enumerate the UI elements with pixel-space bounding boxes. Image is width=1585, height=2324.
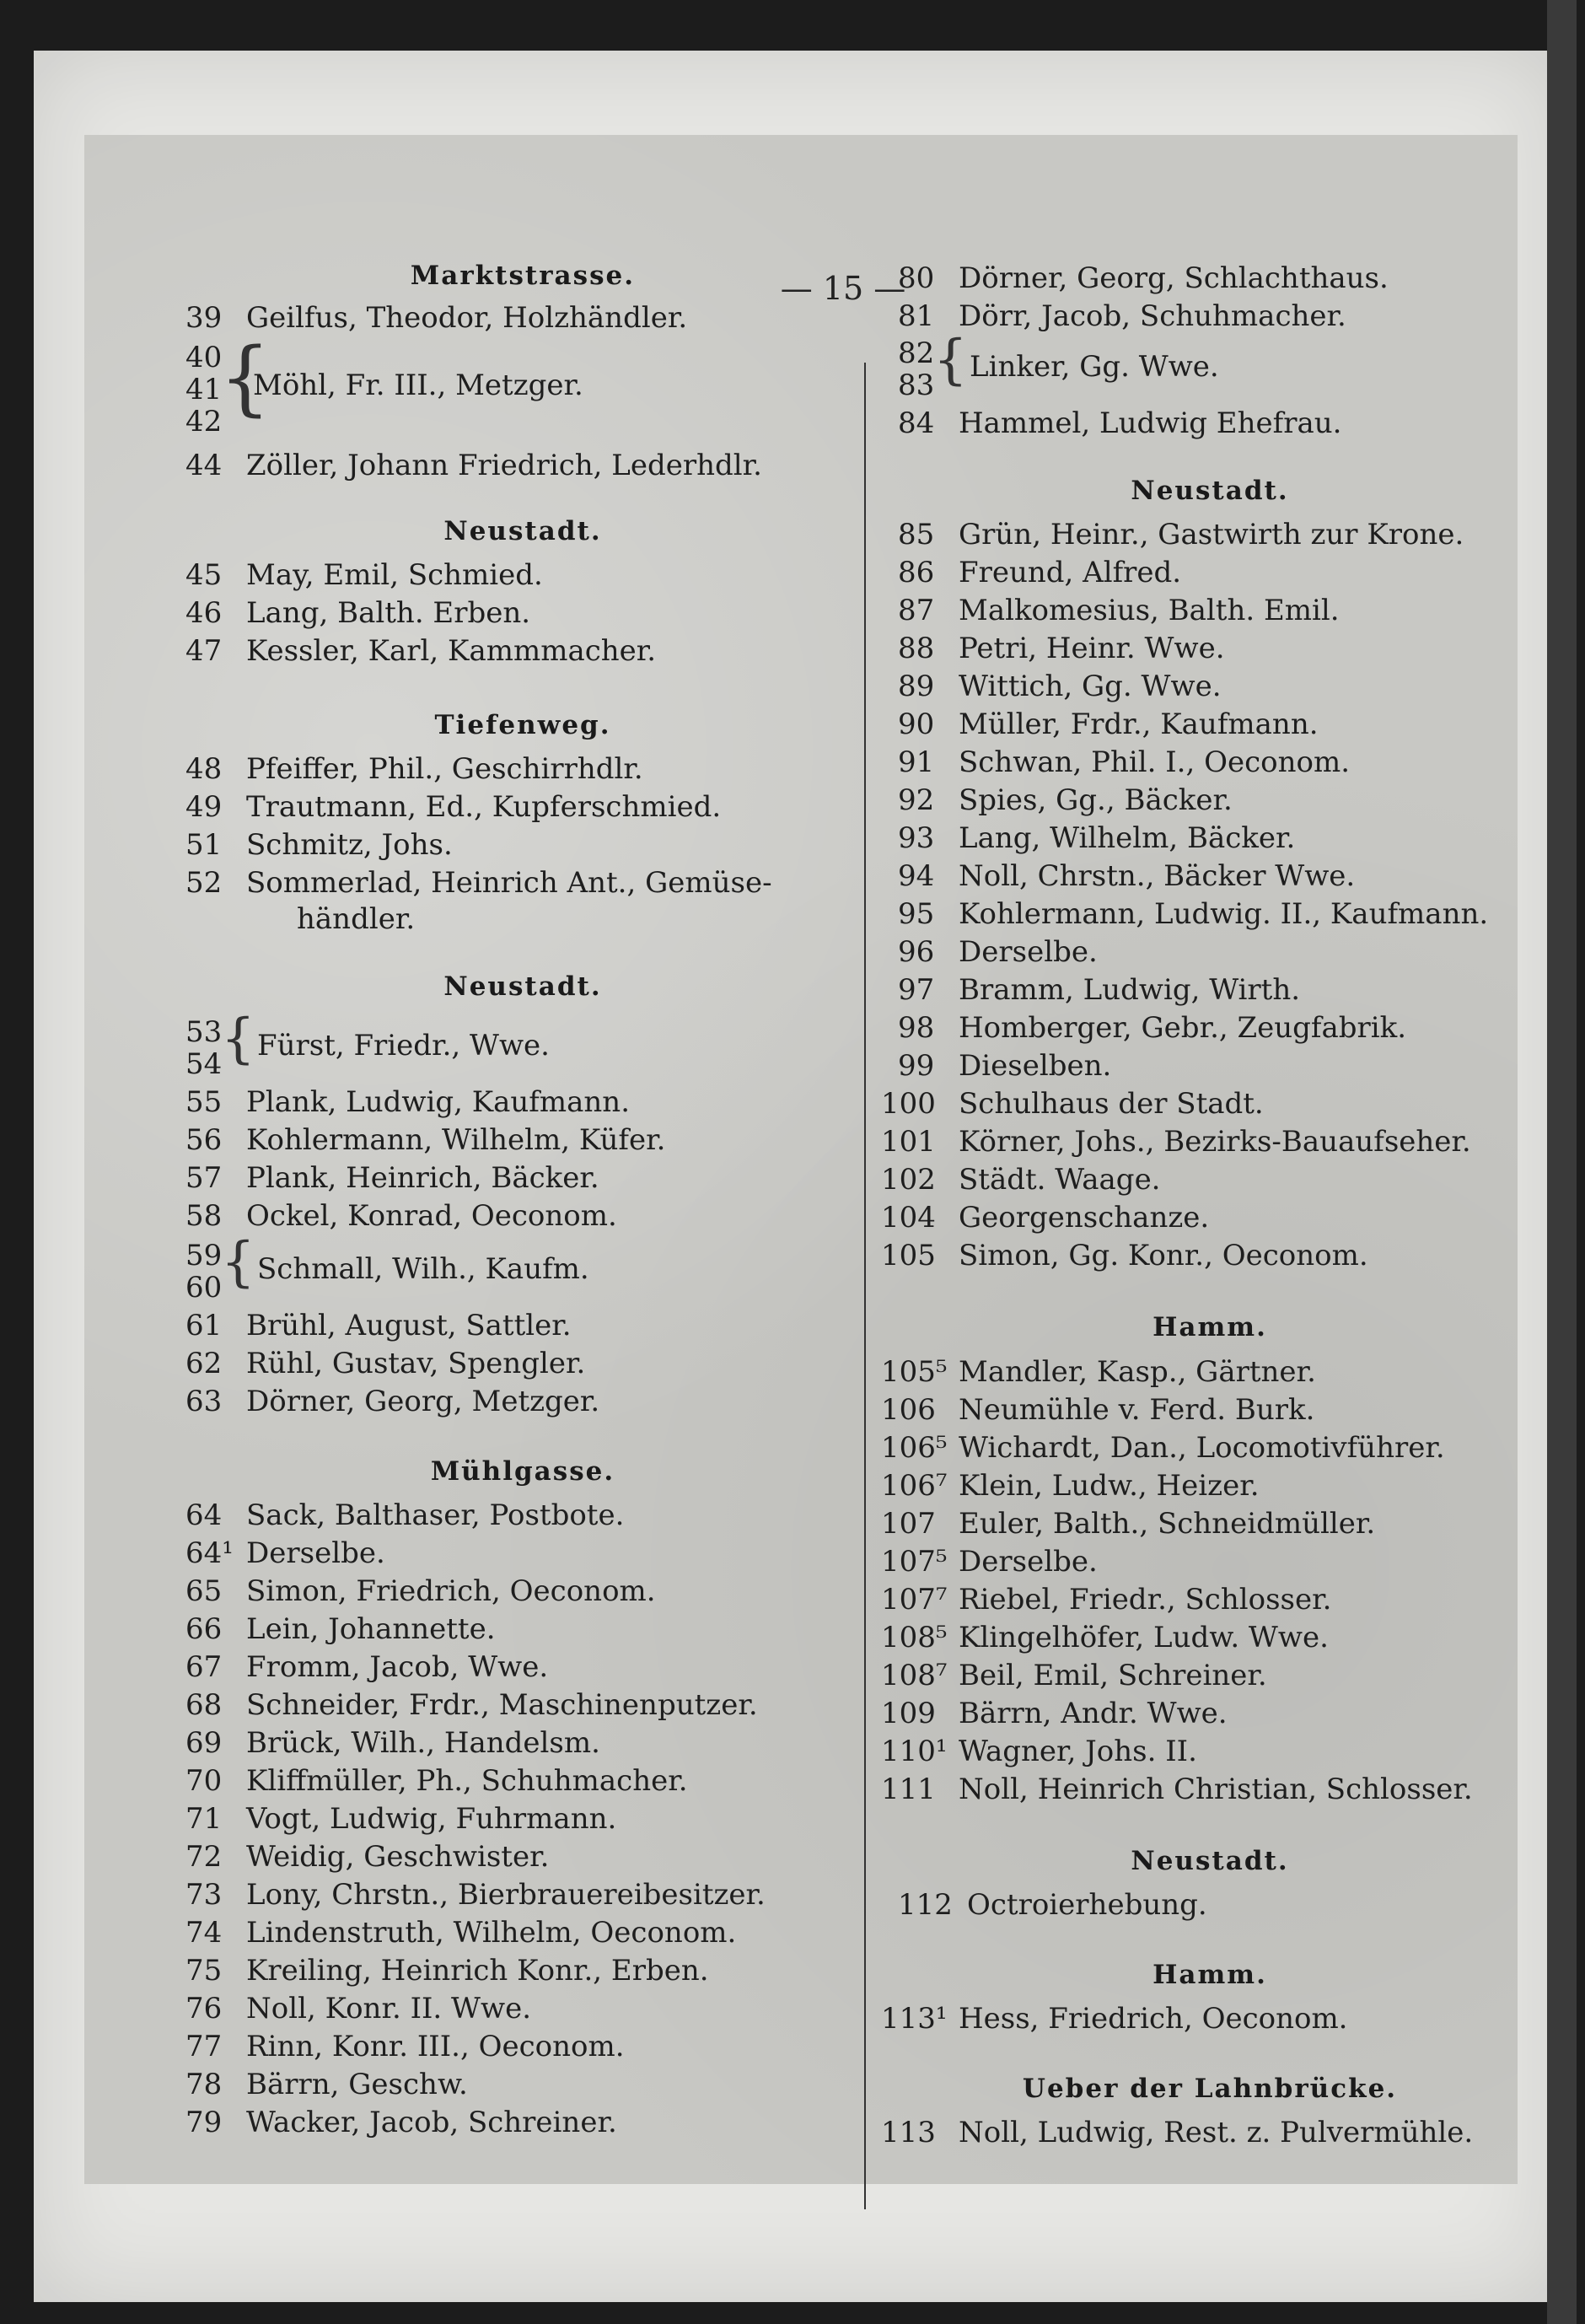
section-heading: Neustadt. xyxy=(443,516,602,546)
resident: Beil, Emil, Schreiner. xyxy=(959,1659,1267,1692)
list-item xyxy=(185,2104,617,2141)
house-number: 75 xyxy=(185,1954,223,1988)
resident: Hammel, Ludwig Ehefrau. xyxy=(959,406,1342,440)
house-number: 89 xyxy=(898,670,935,703)
resident: Körner, Johs., Bezirks-Bauaufseher. xyxy=(959,1125,1471,1159)
house-number: 108⁵ xyxy=(881,1621,948,1654)
resident: Wichardt, Dan., Locomotivführer. xyxy=(959,1431,1445,1465)
list-item xyxy=(898,782,1233,819)
list-item xyxy=(185,2066,468,2103)
resident: Rinn, Konr. III., Oeconom. xyxy=(246,2030,625,2063)
list-item xyxy=(185,1345,585,1382)
section-heading: Marktstrasse. xyxy=(410,261,636,291)
list-item xyxy=(898,706,1319,743)
resident: Dieselben. xyxy=(959,1049,1112,1083)
resident: Trautmann, Ed., Kupferschmied. xyxy=(246,790,722,824)
list-item xyxy=(185,1197,617,1235)
house-number: 47 xyxy=(185,634,223,668)
house-number: 97 xyxy=(898,973,935,1007)
list-item xyxy=(881,1581,1331,1618)
resident: Derselbe. xyxy=(246,1536,385,1570)
house-number: 70 xyxy=(185,1764,223,1798)
resident: Noll, Konr. II. Wwe. xyxy=(246,1992,532,2025)
list-item xyxy=(185,1800,616,1837)
resident: Weidig, Geschwister. xyxy=(246,1840,550,1874)
resident: Riebel, Friedr., Schlosser. xyxy=(959,1583,1332,1617)
house-number: 109 xyxy=(881,1697,936,1730)
list-item xyxy=(881,1771,1473,1808)
house-number: 113 xyxy=(881,2116,936,2149)
house-number: 83 xyxy=(898,369,935,402)
resident: Derselbe. xyxy=(959,1545,1098,1579)
house-number: 80 xyxy=(898,261,935,295)
brace: { xyxy=(221,1008,255,1070)
house-number: 49 xyxy=(185,790,223,824)
resident: Euler, Balth., Schneidmüller. xyxy=(959,1507,1376,1541)
house-number: 69 xyxy=(185,1726,223,1760)
list-item xyxy=(898,1047,1111,1084)
resident: Kliffmüller, Ph., Schuhmacher. xyxy=(246,1764,688,1798)
house-number: 61 xyxy=(185,1309,223,1342)
resident: Zöller, Johann Friedrich, Lederhdlr. xyxy=(246,449,762,482)
resident: Noll, Heinrich Christian, Schlosser. xyxy=(959,1773,1473,1806)
brace: { xyxy=(219,331,271,425)
list-item xyxy=(898,1886,1207,1923)
resident: Mandler, Kasp., Gärtner. xyxy=(959,1355,1316,1389)
house-number: 44 xyxy=(185,449,223,482)
resident: Petri, Heinr. Wwe. xyxy=(959,632,1225,665)
list-item xyxy=(881,1161,1161,1198)
house-number: 54 xyxy=(185,1047,223,1081)
page-number: — 15 — xyxy=(780,270,906,307)
resident: Simon, Friedrich, Oeconom. xyxy=(246,1574,656,1608)
house-number: 40 xyxy=(185,341,223,374)
resident: Brück, Wilh., Handelsm. xyxy=(246,1726,600,1760)
resident: Kessler, Karl, Kammmacher. xyxy=(246,634,657,668)
resident: Schneider, Frdr., Maschinenputzer. xyxy=(246,1688,758,1722)
list-item xyxy=(881,1543,1098,1580)
house-number: 81 xyxy=(898,299,935,333)
house-number: 107⁵ xyxy=(881,1545,948,1579)
list-item xyxy=(898,896,1488,933)
list-item xyxy=(898,592,1340,629)
list-item xyxy=(185,1687,758,1724)
list-item xyxy=(185,1611,496,1648)
list-item xyxy=(185,632,656,670)
house-number: 88 xyxy=(898,632,935,665)
house-number: 48 xyxy=(185,752,223,786)
resident: Geilfus, Theodor, Holzhändler. xyxy=(246,301,688,335)
list-item xyxy=(898,820,1295,857)
house-number: 45 xyxy=(185,558,223,592)
resident: Brühl, August, Sattler. xyxy=(246,1309,572,1342)
house-number: 79 xyxy=(185,2106,223,2139)
house-number: 90 xyxy=(898,707,935,741)
list-item xyxy=(185,1990,531,2027)
house-number: 101 xyxy=(881,1125,936,1159)
section-heading: Hamm. xyxy=(1152,1312,1267,1342)
list-item xyxy=(185,1307,572,1344)
section-heading: Ueber der Lahnbrücke. xyxy=(1022,2074,1398,2104)
house-number: 73 xyxy=(185,1878,223,1912)
house-number: 58 xyxy=(185,1199,223,1233)
page-sheet xyxy=(34,51,1560,2302)
house-number: 64¹ xyxy=(185,1536,234,1570)
column-divider xyxy=(864,363,866,2209)
resident: Hess, Friedrich, Oeconom. xyxy=(959,2002,1348,2036)
resident: Kreiling, Heinrich Konr., Erben. xyxy=(246,1954,709,1988)
resident: Fromm, Jacob, Wwe. xyxy=(246,1650,549,1684)
resident: Wagner, Johs. II. xyxy=(959,1735,1197,1768)
list-item xyxy=(898,554,1181,591)
list-item xyxy=(185,864,772,901)
house-number: 39 xyxy=(185,301,223,335)
list-item xyxy=(185,1876,766,1913)
house-number: 107 xyxy=(881,1507,936,1541)
resident: Pfeiffer, Phil., Geschirrhdlr. xyxy=(246,752,643,786)
house-number: 106⁷ xyxy=(881,1469,948,1503)
section-heading: Neustadt. xyxy=(443,971,602,1002)
house-number: 51 xyxy=(185,828,223,862)
list-item xyxy=(881,2000,1348,2037)
house-number: 106 xyxy=(881,1393,936,1427)
house-number: 86 xyxy=(898,556,935,589)
list-item xyxy=(898,933,1098,971)
list-item xyxy=(185,1122,665,1159)
house-number: 76 xyxy=(185,1992,223,2025)
section-heading: Neustadt. xyxy=(1131,476,1289,506)
list-item xyxy=(185,1383,599,1420)
house-number: 104 xyxy=(881,1201,936,1235)
resident: Wacker, Jacob, Schreiner. xyxy=(246,2106,617,2139)
resident: Lein, Johannette. xyxy=(246,1612,496,1646)
list-item xyxy=(185,826,453,863)
house-number: 55 xyxy=(185,1085,223,1119)
resident: Vogt, Ludwig, Fuhrmann. xyxy=(246,1802,617,1836)
resident: Sack, Balthaser, Postbote. xyxy=(246,1498,625,1532)
house-number: 42 xyxy=(185,405,223,438)
list-item xyxy=(185,557,543,594)
list-item xyxy=(185,750,643,788)
list-item xyxy=(185,788,721,826)
house-number: 113¹ xyxy=(881,2002,948,2036)
resident: Kohlermann, Wilhelm, Küfer. xyxy=(246,1123,666,1157)
resident: Städt. Waage. xyxy=(959,1163,1161,1197)
list-item xyxy=(881,1733,1197,1770)
list-item xyxy=(185,1914,736,1951)
list-item xyxy=(898,630,1225,667)
resident: Noll, Chrstn., Bäcker Wwe. xyxy=(959,859,1356,893)
resident: Wittich, Gg. Wwe. xyxy=(959,670,1222,703)
house-number: 66 xyxy=(185,1612,223,1646)
resident: Georgenschanze. xyxy=(959,1201,1210,1235)
house-number: 72 xyxy=(185,1840,223,1874)
house-number: 68 xyxy=(185,1688,223,1722)
list-item xyxy=(185,1952,709,1989)
list-item xyxy=(185,2028,625,2065)
house-number: 67 xyxy=(185,1650,223,1684)
list-item xyxy=(185,1573,656,1610)
house-number: 77 xyxy=(185,2030,223,2063)
resident: Klingelhöfer, Ludw. Wwe. xyxy=(959,1621,1329,1654)
resident: Lang, Wilhelm, Bäcker. xyxy=(959,821,1296,855)
house-number: 108⁷ xyxy=(881,1659,948,1692)
house-number: 84 xyxy=(898,406,935,440)
resident: Lindenstruth, Wilhelm, Oeconom. xyxy=(246,1916,737,1950)
resident: Derselbe. xyxy=(959,935,1098,969)
resident: Dörner, Georg, Schlachthaus. xyxy=(959,261,1389,295)
brace: { xyxy=(933,329,968,391)
list-item xyxy=(881,1237,1368,1274)
list-item xyxy=(185,1159,599,1197)
house-number: 57 xyxy=(185,1161,223,1195)
house-number: 85 xyxy=(898,518,935,551)
resident: Möhl, Fr. III., Metzger. xyxy=(253,369,583,402)
resident: Schmall, Wilh., Kaufm. xyxy=(257,1252,589,1286)
resident: Schulhaus der Stadt. xyxy=(959,1087,1264,1121)
list-item xyxy=(881,2114,1473,2151)
list-item xyxy=(881,1467,1260,1504)
section-heading: Mühlgasse. xyxy=(430,1456,615,1487)
grouped-numbers xyxy=(185,342,222,438)
resident: Grün, Heinr., Gastwirth zur Krone. xyxy=(959,518,1464,551)
house-number: 56 xyxy=(185,1123,223,1157)
list-item xyxy=(881,1085,1264,1122)
resident: Bramm, Ludwig, Wirth. xyxy=(959,973,1301,1007)
house-number: 106⁵ xyxy=(881,1431,948,1465)
house-number: 99 xyxy=(898,1049,935,1083)
house-number: 65 xyxy=(185,1574,223,1608)
resident: Lony, Chrstn., Bierbrauereibesitzer. xyxy=(246,1878,766,1912)
section-heading: Tiefenweg. xyxy=(434,710,611,740)
resident: Neumühle v. Ferd. Burk. xyxy=(959,1393,1315,1427)
house-number: 64 xyxy=(185,1498,223,1532)
house-number: 46 xyxy=(185,596,223,630)
house-number: 110¹ xyxy=(881,1735,948,1768)
list-item xyxy=(881,1505,1375,1542)
house-number: 91 xyxy=(898,745,935,779)
brace: { xyxy=(221,1231,255,1294)
house-number: 63 xyxy=(185,1385,223,1418)
list-item xyxy=(898,744,1350,781)
resident: Klein, Ludw., Heizer. xyxy=(959,1469,1260,1503)
house-number: 62 xyxy=(185,1347,223,1380)
house-number: 107⁷ xyxy=(881,1583,948,1617)
list-item xyxy=(185,1084,630,1121)
list-item xyxy=(898,405,1341,442)
list-item xyxy=(898,260,1389,297)
section-heading: Hamm. xyxy=(1152,1960,1267,1990)
list-item xyxy=(185,1762,688,1799)
house-number: 93 xyxy=(898,821,935,855)
house-number: 100 xyxy=(881,1087,936,1121)
resident: Plank, Heinrich, Bäcker. xyxy=(246,1161,599,1195)
list-item xyxy=(898,858,1355,895)
resident: Octroierhebung. xyxy=(967,1888,1207,1922)
list-item xyxy=(185,447,762,484)
house-number: 98 xyxy=(898,1011,935,1045)
list-item xyxy=(185,1649,548,1686)
list-item-continuation: händler. xyxy=(297,902,416,936)
resident: Simon, Gg. Konr., Oeconom. xyxy=(959,1239,1368,1272)
resident: Dörr, Jacob, Schuhmacher. xyxy=(959,299,1346,333)
resident: Bärrn, Geschw. xyxy=(246,2068,468,2101)
house-number: 94 xyxy=(898,859,935,893)
house-number: 82 xyxy=(898,336,935,370)
resident: Bärrn, Andr. Wwe. xyxy=(959,1697,1228,1730)
resident: Fürst, Friedr., Wwe. xyxy=(257,1029,550,1062)
resident: Spies, Gg., Bäcker. xyxy=(959,783,1233,817)
house-number: 96 xyxy=(898,935,935,969)
house-number: 111 xyxy=(881,1773,936,1806)
house-number: 112 xyxy=(898,1888,953,1922)
list-item xyxy=(881,1619,1329,1656)
resident: Freund, Alfred. xyxy=(959,556,1182,589)
house-number: 59 xyxy=(185,1239,223,1272)
resident: Dörner, Georg, Metzger. xyxy=(246,1385,600,1418)
resident: Rühl, Gustav, Spengler. xyxy=(246,1347,586,1380)
resident: Malkomesius, Balth. Emil. xyxy=(959,594,1340,627)
resident: Ockel, Konrad, Oeconom. xyxy=(246,1199,617,1233)
resident: Lang, Balth. Erben. xyxy=(246,596,531,630)
list-item xyxy=(898,1009,1406,1046)
resident: Kohlermann, Ludwig. II., Kaufmann. xyxy=(959,897,1489,931)
print-area xyxy=(84,135,1518,2184)
list-item xyxy=(185,594,530,632)
list-item xyxy=(185,1724,600,1762)
resident: Linker, Gg. Wwe. xyxy=(970,350,1219,384)
house-number: 71 xyxy=(185,1802,223,1836)
list-item xyxy=(185,1535,385,1572)
resident: Homberger, Gebr., Zeugfabrik. xyxy=(959,1011,1407,1045)
house-number: 95 xyxy=(898,897,935,931)
house-number: 53 xyxy=(185,1015,223,1049)
list-item xyxy=(881,1429,1445,1466)
house-number: 78 xyxy=(185,2068,223,2101)
list-item xyxy=(881,1353,1316,1391)
resident: Sommerlad, Heinrich Ant., Gemüse- xyxy=(246,866,772,900)
grouped-numbers xyxy=(898,337,934,401)
resident: Schwan, Phil. I., Oeconom. xyxy=(959,745,1351,779)
resident: May, Emil, Schmied. xyxy=(246,558,543,592)
house-number: 92 xyxy=(898,783,935,817)
house-number: 87 xyxy=(898,594,935,627)
list-item xyxy=(185,1838,549,1875)
house-number: 41 xyxy=(185,373,223,406)
house-number: 105 xyxy=(881,1239,936,1272)
list-item xyxy=(898,971,1300,1009)
house-number: 52 xyxy=(185,866,223,900)
grouped-numbers xyxy=(185,1016,222,1080)
list-item xyxy=(881,1695,1228,1732)
house-number: 74 xyxy=(185,1916,223,1950)
grouped-numbers xyxy=(185,1240,222,1304)
resident: Müller, Frdr., Kaufmann. xyxy=(959,707,1319,741)
resident: Plank, Ludwig, Kaufmann. xyxy=(246,1085,630,1119)
resident: Noll, Ludwig, Rest. z. Pulvermühle. xyxy=(959,2116,1474,2149)
list-item xyxy=(881,1391,1314,1428)
house-number: 60 xyxy=(185,1271,223,1305)
list-item xyxy=(185,1497,624,1534)
list-item xyxy=(898,668,1222,705)
list-item xyxy=(881,1199,1209,1236)
list-item xyxy=(898,516,1464,553)
house-number: 105⁵ xyxy=(881,1355,948,1389)
house-number: 102 xyxy=(881,1163,936,1197)
list-item xyxy=(881,1123,1471,1160)
list-item xyxy=(881,1657,1267,1694)
resident: Schmitz, Johs. xyxy=(246,828,453,862)
section-heading: Neustadt. xyxy=(1131,1846,1289,1876)
